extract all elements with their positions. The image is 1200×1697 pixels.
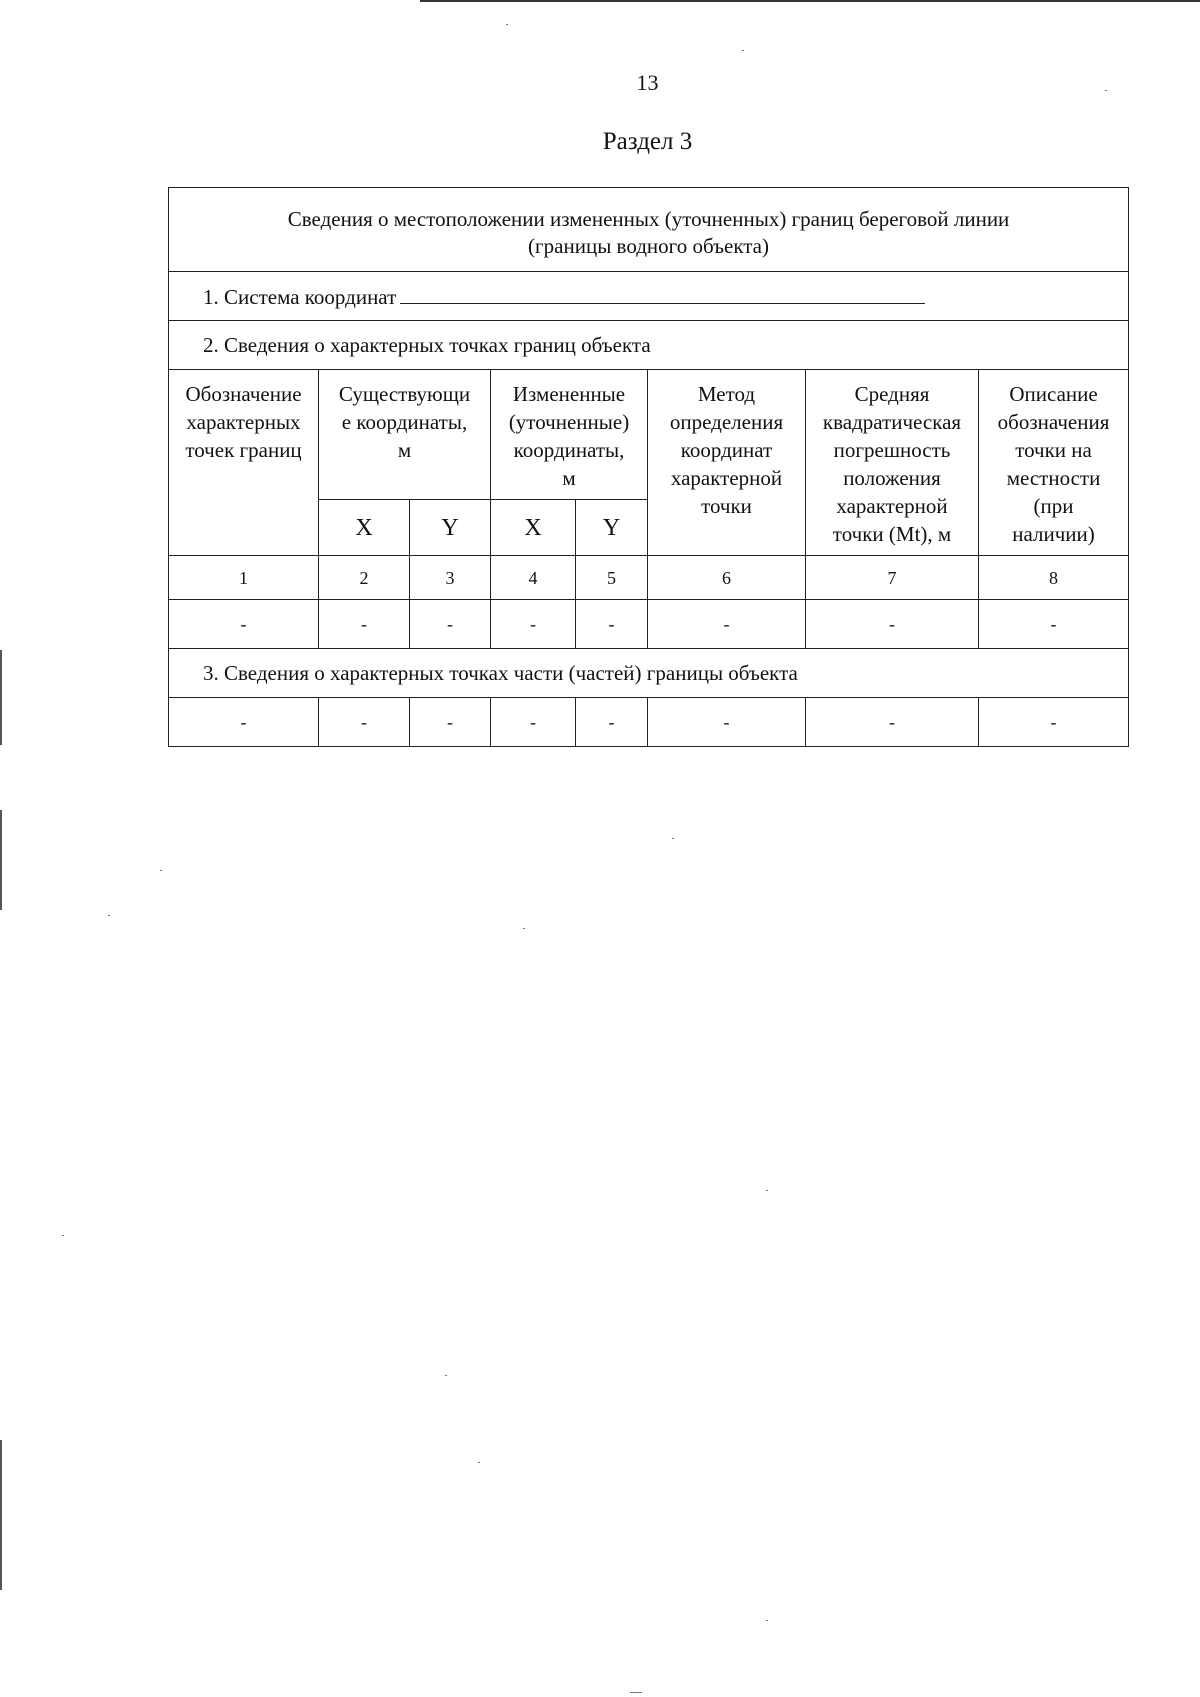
- table-caption-line-2: (границы водного объекта): [528, 233, 769, 258]
- header-text: характерной: [670, 466, 783, 490]
- section-title: Раздел 3: [602, 128, 693, 155]
- table-cell: -: [979, 600, 1129, 649]
- header-mean-error: [806, 370, 979, 556]
- table-cell: -: [576, 698, 648, 747]
- table-cell: -: [806, 600, 979, 649]
- header-text: точек границ: [185, 438, 302, 462]
- header-text: Средняя: [854, 382, 930, 406]
- coordinate-system-blank: [400, 281, 925, 304]
- header-method: [648, 370, 806, 556]
- scan-edge-left-3: [0, 1440, 2, 1590]
- scan-speck: [478, 1462, 480, 1463]
- table-cell: -: [648, 600, 806, 649]
- table-cell: -: [169, 698, 319, 747]
- table-caption: [169, 188, 1129, 272]
- header-text: м: [397, 438, 412, 462]
- header-text: Описание: [1009, 382, 1098, 406]
- column-number: 2: [319, 556, 410, 600]
- header-text: Существующи: [338, 382, 471, 406]
- table-cell: -: [169, 600, 319, 649]
- header-text: определения: [669, 410, 784, 434]
- scan-speck: [108, 915, 110, 916]
- column-number: 3: [410, 556, 491, 600]
- header-text: Метод: [697, 382, 756, 406]
- table-cell: -: [410, 698, 491, 747]
- header-text: Измененные: [512, 382, 626, 406]
- header-text: точки на: [1015, 438, 1092, 462]
- column-number: 8: [979, 556, 1129, 600]
- table-cell: -: [410, 600, 491, 649]
- header-text: погрешность: [833, 438, 951, 462]
- header-text: наличии): [1012, 522, 1095, 546]
- header-point-designation: [169, 370, 319, 556]
- header-existing-y: Y: [410, 500, 491, 556]
- page-number: 13: [636, 70, 659, 95]
- scan-speck: [523, 928, 525, 929]
- header-existing-x: X: [319, 500, 410, 556]
- header-text: точки (Mt), м: [832, 522, 952, 546]
- points-section-row: [169, 321, 1129, 370]
- scan-speck: [630, 1692, 642, 1693]
- boundary-points-table: [168, 187, 1129, 747]
- scan-speck: [1105, 90, 1107, 91]
- table-cell: -: [979, 698, 1129, 747]
- scan-edge-left-2: [0, 810, 2, 910]
- scan-speck: [766, 1620, 768, 1621]
- column-number: 7: [806, 556, 979, 600]
- column-number: 6: [648, 556, 806, 600]
- header-text: положения: [843, 466, 941, 490]
- header-changed-y: Y: [576, 500, 648, 556]
- column-number: 4: [491, 556, 576, 600]
- header-text: координат: [680, 438, 773, 462]
- table-cell: -: [576, 600, 648, 649]
- column-number: 5: [576, 556, 648, 600]
- header-text: Обозначение: [185, 382, 302, 406]
- table-cell: -: [491, 600, 576, 649]
- header-text: квадратическая: [822, 410, 962, 434]
- scan-speck: [742, 50, 744, 51]
- header-text: е координаты,: [341, 410, 468, 434]
- column-numbers-row: [169, 556, 1129, 600]
- header-changed-x: X: [491, 500, 576, 556]
- column-number: 1: [169, 556, 319, 600]
- header-text: координаты,: [513, 438, 625, 462]
- header-text: (при: [1033, 494, 1074, 518]
- coordinate-system-label: 1. Система координат: [203, 285, 397, 309]
- scan-speck: [766, 1190, 768, 1191]
- header-changed-coords: [491, 370, 648, 500]
- scan-speck: [62, 1235, 64, 1236]
- points-section-label: 2. Сведения о характерных точках границ объекта: [203, 333, 651, 357]
- table-cell: -: [648, 698, 806, 747]
- table-cell: -: [319, 600, 410, 649]
- header-description: [979, 370, 1129, 556]
- header-text: точки: [701, 494, 752, 518]
- header-text: м: [562, 466, 576, 490]
- header-text: местности: [1006, 466, 1101, 490]
- table-cell: -: [806, 698, 979, 747]
- coordinate-system-row: [169, 272, 1129, 321]
- scan-border-top: [420, 0, 1200, 2]
- table-cell: -: [491, 698, 576, 747]
- header-text: (уточненные): [508, 410, 630, 434]
- parts-data-row: [169, 698, 1129, 747]
- scan-speck: [672, 838, 674, 839]
- table-cell: -: [319, 698, 410, 747]
- header-text: обозначения: [997, 410, 1110, 434]
- scan-speck: [506, 24, 508, 25]
- table-caption-line-1: Сведения о местоположении измененных (уточненных) границ береговой линии: [287, 206, 1010, 231]
- parts-section-row: [169, 649, 1129, 698]
- scan-edge-left-1: [0, 650, 2, 745]
- parts-section-label: 3. Сведения о характерных точках части (частей) границы объекта: [203, 661, 798, 685]
- points-data-row: [169, 600, 1129, 649]
- scan-speck: [160, 870, 162, 871]
- header-text: характерных: [186, 410, 301, 434]
- header-existing-coords: [319, 370, 491, 500]
- scan-speck: [445, 1375, 447, 1376]
- header-text: характерной: [836, 494, 948, 518]
